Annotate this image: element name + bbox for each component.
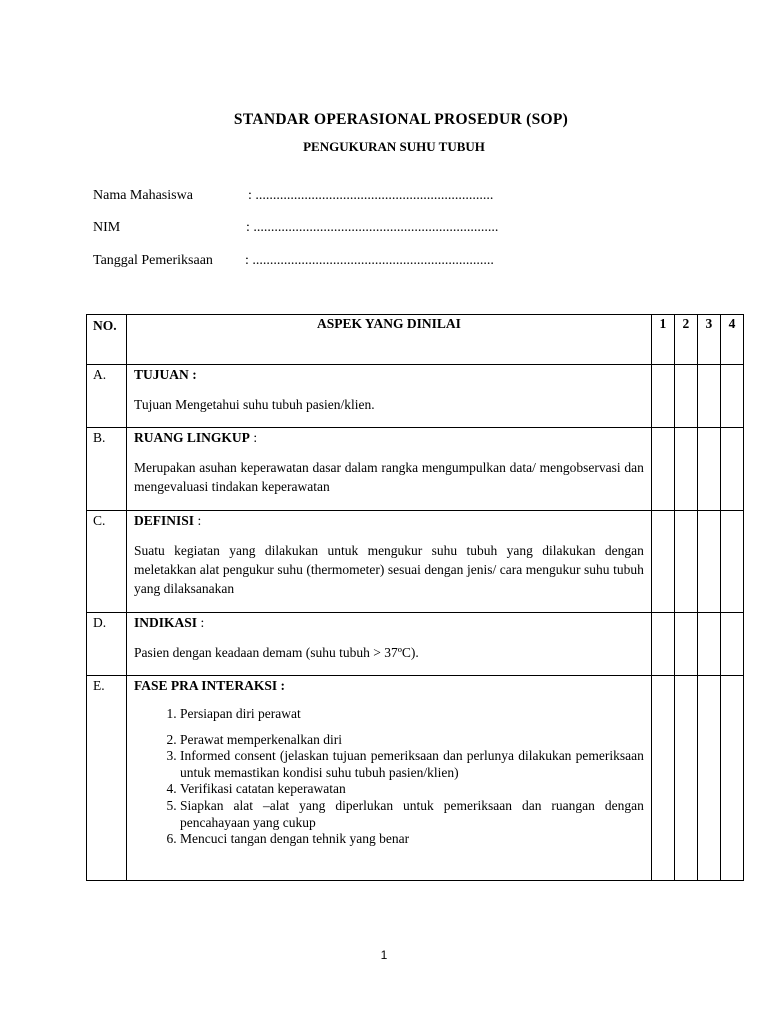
score-cell-1[interactable] xyxy=(651,613,674,676)
row-heading: INDIKASI xyxy=(134,615,198,630)
score-cell-4[interactable] xyxy=(720,613,743,676)
score-cell-2[interactable] xyxy=(674,428,697,511)
header-score-3: 3 xyxy=(697,315,720,365)
document-title: STANDAR OPERASIONAL PROSEDUR (SOP) xyxy=(233,111,569,128)
page-number: 1 xyxy=(380,948,388,962)
score-cell-3[interactable] xyxy=(697,365,720,428)
list-item: 1. Persiapan diri perawat xyxy=(180,706,644,723)
header-score-4: 4 xyxy=(720,315,743,365)
row-aspek xyxy=(127,511,652,613)
assessment-table xyxy=(86,314,744,881)
row-aspek xyxy=(127,676,652,881)
field-label: NIM xyxy=(93,220,121,235)
field-value: : ...................................................................... xyxy=(246,220,499,235)
table-row xyxy=(87,676,744,881)
list-item: 2. Perawat memperkenalkan diri xyxy=(180,732,644,749)
row-text: Pasien dengan keadaan demam (suhu tubuh > 37ºC). xyxy=(134,645,419,660)
score-cell-2[interactable] xyxy=(674,676,697,881)
table-header-row xyxy=(87,315,744,365)
score-cell-1[interactable] xyxy=(651,428,674,511)
row-heading: FASE PRA INTERAKSI : xyxy=(134,678,285,693)
score-cell-4[interactable] xyxy=(720,428,743,511)
row-number: C. xyxy=(87,511,127,613)
field-label: Nama Mahasiswa xyxy=(93,188,193,203)
score-cell-4[interactable] xyxy=(720,676,743,881)
row-text: Suatu kegiatan yang dilakukan untuk mengukur suhu tubuh yang dilakukan dengan meletakkan alat pengukur suhu (thermometer) sesuai dengan jenis/ cara mengukur suhu tubuh yang dilaksanakan xyxy=(134,543,644,596)
row-number: D. xyxy=(87,613,127,676)
row-aspek xyxy=(127,428,652,511)
table-row xyxy=(87,428,744,511)
score-cell-1[interactable] xyxy=(651,365,674,428)
score-cell-4[interactable] xyxy=(720,365,743,428)
field-label: Tanggal Pemeriksaan xyxy=(93,253,213,268)
field-value: : ..................................................................... xyxy=(245,253,494,268)
field-nim xyxy=(93,220,499,236)
field-nama-mahasiswa xyxy=(93,188,494,204)
row-heading: TUJUAN xyxy=(134,367,189,382)
row-heading-colon: : xyxy=(197,615,205,630)
row-number: B. xyxy=(87,428,127,511)
header-score-2: 2 xyxy=(674,315,697,365)
score-cell-3[interactable] xyxy=(697,613,720,676)
header-no: NO. xyxy=(87,315,127,365)
row-heading-colon: : xyxy=(188,367,197,382)
score-cell-2[interactable] xyxy=(674,613,697,676)
score-cell-2[interactable] xyxy=(674,511,697,613)
row-heading-colon: : xyxy=(249,430,258,445)
table-row xyxy=(87,613,744,676)
table-row xyxy=(87,365,744,428)
row-number: A. xyxy=(87,365,127,428)
row-text: Tujuan Mengetahui suhu tubuh pasien/klien. xyxy=(134,397,375,412)
row-aspek xyxy=(127,613,652,676)
field-value: : .................................................................... xyxy=(248,188,494,203)
score-cell-1[interactable] xyxy=(651,511,674,613)
header-aspek: ASPEK YANG DINILAI xyxy=(127,315,652,365)
row-heading: DEFINISI xyxy=(134,513,195,528)
table-row xyxy=(87,511,744,613)
score-cell-3[interactable] xyxy=(697,428,720,511)
field-tanggal-pemeriksaan xyxy=(93,253,494,269)
score-cell-2[interactable] xyxy=(674,365,697,428)
list-item: 5. Siapkan alat –alat yang diperlukan untuk pemeriksaan dan ruangan dengan pencahayaan yang cukup xyxy=(180,798,644,831)
list-item: 6. Mencuci tangan dengan tehnik yang benar xyxy=(180,831,644,848)
score-cell-3[interactable] xyxy=(697,676,720,881)
step-list xyxy=(134,706,644,848)
score-cell-1[interactable] xyxy=(651,676,674,881)
score-cell-4[interactable] xyxy=(720,511,743,613)
row-aspek xyxy=(127,365,652,428)
row-heading-colon: : xyxy=(194,513,202,528)
row-heading: RUANG LINGKUP xyxy=(134,430,250,445)
score-cell-3[interactable] xyxy=(697,511,720,613)
list-item: 4. Verifikasi catatan keperawatan xyxy=(180,781,644,798)
document-subtitle: PENGUKURAN SUHU TUBUH xyxy=(303,139,485,154)
row-text: Merupakan asuhan keperawatan dasar dalam rangka mengumpulkan data/ mengobservasi dan mengevaluasi tindakan keperawatan xyxy=(134,460,644,494)
header-score-1: 1 xyxy=(651,315,674,365)
row-number: E. xyxy=(87,676,127,881)
list-item: 3. Informed consent (jelaskan tujuan pemeriksaan dan perlunya dilakukan pemeriksaan untuk memastikan kondisi suhu tubuh pasien/klien) xyxy=(180,748,644,781)
